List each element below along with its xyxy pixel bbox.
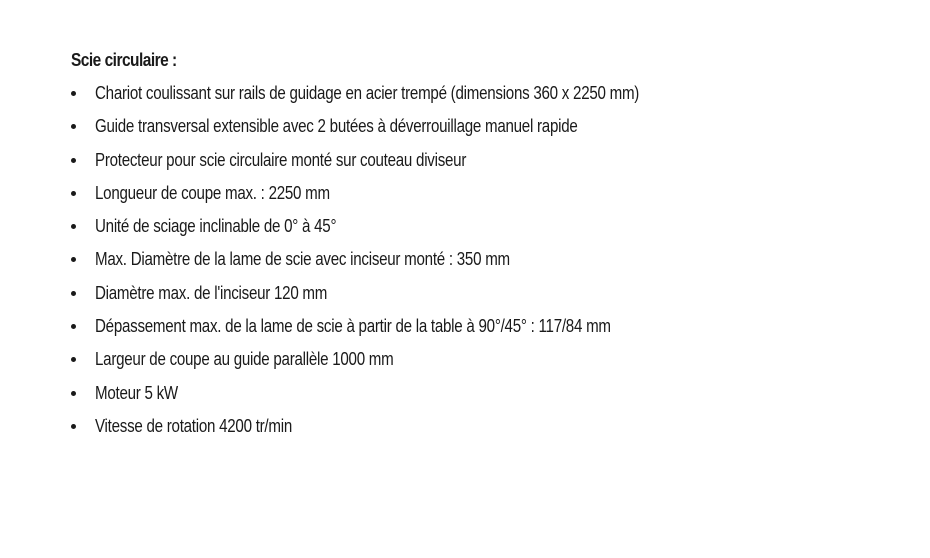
list-item-text: Dépassement max. de la lame de scie à partir de la table à 90°/45° : 117/84 mm [95, 316, 611, 337]
list-item-text: Diamètre max. de l'inciseur 120 mm [95, 282, 328, 303]
list-item-text: Chariot coulissant sur rails de guidage en acier trempé (dimensions 360 x 2250 mm) [95, 83, 640, 103]
list-item-text: Largeur de coupe au guide parallèle 1000 mm [95, 349, 394, 370]
list-item-text: Protecteur pour scie circulaire monté sur couteau diviseur [95, 149, 467, 170]
list-item-text: Longueur de coupe max. : 2250 mm [95, 182, 330, 203]
list-item [71, 313, 891, 346]
spec-list [71, 80, 891, 446]
bullet-icon [71, 257, 76, 262]
list-item [71, 346, 891, 379]
bullet-icon [71, 158, 76, 163]
bullet-icon [71, 91, 76, 96]
list-item [71, 80, 891, 113]
list-item [71, 213, 891, 246]
list-item-text: Moteur 5 kW [95, 382, 178, 403]
spec-section [71, 47, 891, 446]
list-item-text: Vitesse de rotation 4200 tr/min [95, 415, 292, 436]
bullet-icon [71, 424, 76, 429]
list-item [71, 113, 891, 146]
section-heading: Scie circulaire : [71, 50, 177, 70]
bullet-icon [71, 357, 76, 362]
bullet-icon [71, 124, 76, 129]
bullet-icon [71, 224, 76, 229]
list-item [71, 246, 891, 279]
bullet-icon [71, 391, 76, 396]
list-item-text: Guide transversal extensible avec 2 butées à déverrouillage manuel rapide [95, 116, 578, 137]
list-item [71, 147, 891, 180]
list-item-text: Unité de sciage inclinable de 0° à 45° [95, 216, 337, 237]
list-item-text: Max. Diamètre de la lame de scie avec inciseur monté : 350 mm [95, 249, 510, 270]
bullet-icon [71, 191, 76, 196]
list-item [71, 380, 891, 413]
bullet-icon [71, 324, 76, 329]
list-item [71, 413, 891, 446]
list-item [71, 280, 891, 313]
list-item [71, 180, 891, 213]
bullet-icon [71, 291, 76, 296]
